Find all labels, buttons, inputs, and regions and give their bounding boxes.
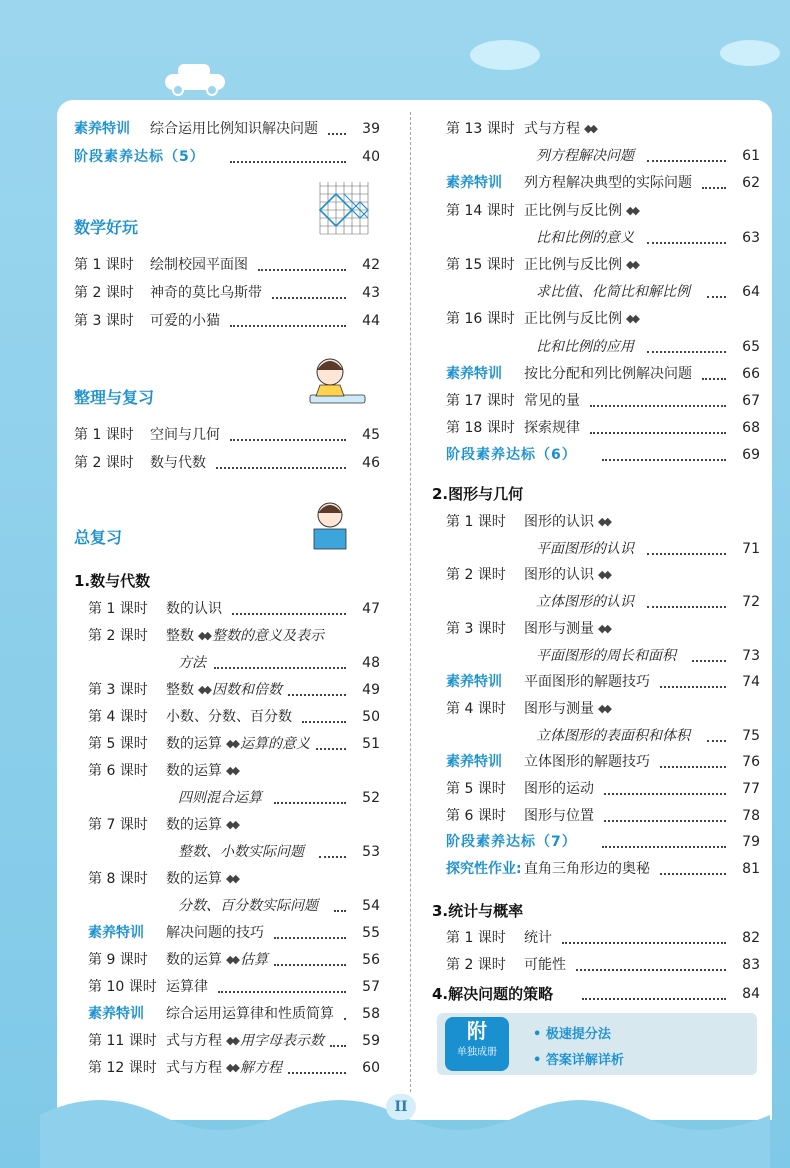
toc-row [88,867,380,891]
dot-leader [562,942,726,944]
toc-row [88,1056,380,1080]
lesson-label: 第 18 课时 [446,420,515,437]
lesson-label: 第 4 课时 [88,709,148,725]
diamond-icon: ◆◆ [226,818,237,831]
toc-row [446,697,760,721]
lesson-label: 第 11 课时 [88,1033,157,1049]
toc-row [446,590,760,614]
lesson-label: 第 15 课时 [446,257,515,273]
dot-leader [590,432,726,434]
part-title: 3.统计与概率 [432,902,524,920]
topic-title: 数的运算 [166,817,222,833]
toc-row [88,894,380,918]
lesson-label: 第 8 课时 [88,871,148,887]
toc-row [74,281,380,305]
dot-leader [660,686,726,688]
dot-leader [274,937,346,939]
dot-leader [214,667,346,669]
topic-title: 图形的运动 [524,781,594,797]
dot-leader [707,296,726,298]
page-ref: 49 [362,682,380,698]
topic-continued: 整数、小数实际问题 [178,844,304,860]
dot-leader [230,439,346,441]
topic-continued: 立体图形的认识 [536,594,634,611]
topic-continued: 四则混合运算 [178,790,262,806]
toc-row [88,759,380,783]
toc-row [446,253,760,277]
diamond-icon: ◆◆ [598,621,609,635]
toc-row [446,804,760,828]
dot-leader [702,187,726,189]
diamond-icon: ◆◆ [198,683,209,696]
lesson-label: 第 12 课时 [88,1060,157,1076]
page-ref: 57 [362,979,380,995]
toc-row [446,226,760,250]
page-ref: 53 [362,844,380,860]
dot-leader [660,766,726,768]
coordinate-grid-figure [310,180,380,242]
topic-title: 立体图形的解题技巧 [524,754,650,771]
dot-leader [230,161,346,163]
lesson-label: 第 2 课时 [88,628,148,644]
dot-leader [288,694,346,696]
page-ref: 45 [362,427,380,443]
lesson-label: 第 2 课时 [446,567,506,584]
girl-illustration [300,350,370,415]
toc-row [74,423,380,447]
dot-leader [288,1072,346,1074]
toc-row [446,830,760,854]
section-title: 整理与复习 [74,388,155,407]
topic-title: 探索规律 [524,420,580,437]
toc-row [446,537,760,561]
car-icon [160,62,230,96]
page-ref: 43 [362,285,380,301]
toc-row [446,510,760,534]
page-ref: 66 [742,365,760,382]
page-ref: 82 [742,930,760,946]
dot-leader [590,405,726,407]
topic-title: 综合运用运算律和性质简算 [166,1006,334,1022]
toc-row [446,563,760,587]
page-ref: 69 [742,447,760,464]
dot-leader [647,351,726,353]
page-ref: 42 [362,257,380,273]
toc-row [446,857,760,881]
dot-leader [232,613,346,615]
page-ref: 50 [362,709,380,725]
topic-title: 数的运算 [166,952,222,968]
topic-continued: 求比值、化简比和解比例 [536,284,690,301]
lesson-label: 第 1 课时 [88,601,148,617]
topic-title: 图形的认识 [524,514,594,530]
cloud-decoration [720,40,780,66]
topic-title: 常见的量 [524,393,580,409]
page-ref: 61 [742,148,760,165]
stage-label: 阶段素养达标（7） [446,834,577,851]
diamond-icon: ◆◆ [226,872,237,885]
tag-label: 素养特训 [88,925,144,941]
dot-leader [602,459,726,461]
appendix-badge-title: 附 [467,1019,487,1043]
topic-title: 图形与测量 [524,700,594,717]
tag-label: 探究性作业: [446,861,522,878]
subtopic-title: 整数的意义及表示 [212,628,324,644]
appendix-badge [445,1017,509,1071]
diamond-icon: ◆◆ [226,1034,237,1047]
page-ref: 77 [742,781,760,797]
page-ref: 60 [362,1060,380,1076]
toc-row [88,921,380,945]
dot-leader [274,802,346,804]
toc-row [74,117,380,141]
tag-label: 素养特训 [446,674,502,691]
toc-row [432,982,760,1006]
lesson-label: 第 6 课时 [446,807,506,824]
topic-title: 整数 [166,682,194,698]
page-ref: 52 [362,790,380,806]
dot-leader [576,969,726,971]
lesson-label: 第 16 课时 [446,311,515,328]
appendix-item-label: 极速提分法 [545,1027,611,1042]
topic-title: 列方程解决典型的实际问题 [524,175,692,192]
appendix-box [437,1013,757,1075]
toc-row [88,624,380,648]
toc-row [446,171,760,195]
toc-row [446,443,760,467]
page-ref: 40 [362,149,380,165]
toc-row [74,145,380,169]
lesson-label: 第 1 课时 [74,257,134,273]
lesson-label: 第 4 课时 [446,700,506,717]
toc-row [88,597,380,621]
topic-title: 直角三角形边的奥秘 [524,861,650,878]
toc-row [446,777,760,801]
topic-title: 可能性 [524,957,566,973]
toc-row [88,651,380,675]
lesson-label: 第 5 课时 [446,781,506,797]
toc-row [88,840,380,864]
diamond-icon: ◆◆ [598,701,609,715]
dot-leader [660,873,726,875]
page-ref: 54 [362,898,380,914]
page-ref: 81 [742,861,760,878]
column-divider [410,112,411,1092]
dot-leader [647,242,726,244]
lesson-label: 第 2 课时 [74,455,134,471]
page-ref: 56 [362,952,380,968]
diamond-icon: ◆◆ [226,1061,237,1074]
dot-leader [604,793,726,795]
diamond-icon: ◆◆ [598,568,609,582]
dot-leader [230,325,346,327]
toc-row [446,362,760,386]
topic-title: 数的运算 [166,736,222,752]
lesson-label: 第 7 课时 [88,817,148,833]
page-ref: 79 [742,834,760,851]
page-ref: 83 [742,957,760,973]
part-title: 1.数与代数 [74,572,151,590]
subtopic-title: 解方程 [240,1060,282,1076]
toc-row [446,199,760,223]
dot-leader [258,269,346,271]
dot-leader [328,133,346,135]
dot-leader [330,1045,346,1047]
lesson-label: 第 1 课时 [446,514,506,530]
page-ref: 76 [742,754,760,771]
toc-row [74,253,380,277]
toc-row [74,309,380,333]
topic-title: 图形的认识 [524,567,594,584]
toc-row [88,813,380,837]
page-number: II [386,1094,416,1120]
diamond-icon: ◆◆ [226,764,237,777]
page-ref: 68 [742,420,760,437]
page-ref: 59 [362,1033,380,1049]
dot-leader [216,467,346,469]
page-ref: 74 [742,674,760,691]
dot-leader [218,991,346,993]
diamond-icon: ◆◆ [584,122,595,135]
subtopic-title: 估算 [240,952,268,968]
lesson-label: 第 1 课时 [74,427,134,443]
appendix-badge-subtitle: 单独成册 [457,1047,497,1058]
dot-leader [604,820,726,822]
lesson-label: 第 3 课时 [88,682,148,698]
toc-row [446,144,760,168]
dot-leader [302,721,346,723]
dot-leader [707,740,726,742]
appendix-item: • 答案详解详析 [533,1053,624,1068]
topic-continued: 比和比例的应用 [536,338,634,355]
part-title: 2.图形与几何 [432,485,524,503]
topic-continued: 平面图形的周长和面积 [536,647,676,664]
toc-row [446,117,760,141]
topic-title: 图形与测量 [524,620,594,637]
topic-title: 整数 [166,628,194,644]
tag-label: 素养特训 [446,175,502,192]
page-ref: 51 [362,736,380,752]
diamond-icon: ◆◆ [226,737,237,750]
part-title: 4.解决问题的策略 [432,985,554,1003]
topic-title: 运算律 [166,979,208,995]
topic-title: 数与代数 [150,455,206,471]
topic-continued: 方法 [178,655,206,671]
dot-leader [274,964,346,966]
toc-row [74,451,380,475]
topic-continued: 平面图形的认识 [536,540,634,557]
lesson-label: 第 10 课时 [88,979,157,995]
topic-title: 正比例与反比例 [524,311,622,328]
dot-leader [647,606,726,608]
topic-title: 式与方程 [166,1060,222,1076]
topic-title: 绘制校园平面图 [150,257,248,273]
lesson-label: 第 14 课时 [446,202,515,219]
toc-row [446,750,760,774]
topic-title: 数的认识 [166,601,222,617]
dot-leader [344,1018,346,1020]
page-ref: 73 [742,647,760,664]
toc-row [88,786,380,810]
lesson-label: 第 2 课时 [74,285,134,301]
stage-label: 阶段素养达标（6） [446,447,577,464]
topic-continued: 分数、百分数实际问题 [178,898,318,914]
toc-row [446,670,760,694]
stage-label: 阶段素养达标（5） [74,149,205,165]
toc-row [88,975,380,999]
page-ref: 47 [362,601,380,617]
lesson-label: 第 6 课时 [88,763,148,779]
page-ref: 75 [742,727,760,744]
lesson-label: 第 1 课时 [446,930,506,946]
page-ref: 58 [362,1006,380,1022]
page-ref: 62 [742,175,760,192]
page-ref: 78 [742,807,760,824]
toc-row [88,732,380,756]
toc-row [446,953,760,977]
toc-row [446,280,760,304]
dot-leader [334,910,346,912]
topic-title: 小数、分数、百分数 [166,709,292,725]
toc-row [446,724,760,748]
toc-row [88,1002,380,1026]
page-ref: 71 [742,540,760,557]
lesson-label: 第 3 课时 [446,620,506,637]
dot-leader [316,748,346,750]
toc-row [446,307,760,331]
diamond-icon: ◆◆ [626,312,637,326]
diamond-icon: ◆◆ [598,515,609,528]
lesson-label: 第 3 课时 [74,313,134,329]
topic-title: 空间与几何 [150,427,220,443]
diamond-icon: ◆◆ [626,258,637,271]
lesson-label: 第 5 课时 [88,736,148,752]
page-ref: 64 [742,284,760,301]
dot-leader [272,297,346,299]
section-title: 数学好玩 [74,218,139,237]
toc-row [446,644,760,668]
topic-title: 可爱的小猫 [150,313,220,329]
diamond-icon: ◆◆ [626,203,637,217]
tag-label: 素养特训 [446,365,502,382]
tag-label: 素养特训 [88,1006,144,1022]
toc-row [88,678,380,702]
toc-row [88,948,380,972]
appendix-item: • 极速提分法 [533,1027,611,1042]
topic-title: 正比例与反比例 [524,257,622,273]
topic-title: 神奇的莫比乌斯带 [150,285,262,301]
subtopic-title: 运算的意义 [240,736,310,752]
lesson-label: 第 17 课时 [446,393,515,409]
page-ref: 67 [742,393,760,409]
tag-label: 素养特训 [446,754,502,771]
topic-continued: 列方程解决问题 [536,148,634,165]
topic-title: 数的运算 [166,871,222,887]
toc-row [446,416,760,440]
topic-title: 统计 [524,930,552,946]
topic-title: 图形与位置 [524,807,594,824]
topic-title: 按比分配和列比例解决问题 [524,365,692,382]
page-ref: 65 [742,338,760,355]
page-ref: 55 [362,925,380,941]
toc-row [88,705,380,729]
girl-reading-illustration [300,495,360,555]
lesson-label: 第 2 课时 [446,957,506,973]
lesson-label: 第 13 课时 [446,121,515,137]
page-ref: 39 [362,121,380,137]
section-title: 总复习 [74,528,123,547]
topic-title: 正比例与反比例 [524,202,622,219]
subtopic-title: 用字母表示数 [240,1033,324,1049]
page-ref: 72 [742,594,760,611]
tag-label: 素养特训 [74,121,130,137]
dot-leader [702,378,726,380]
page-ref: 44 [362,313,380,329]
topic-title: 数的运算 [166,763,222,779]
appendix-item-label: 答案详解详析 [545,1053,624,1068]
topic-continued: 比和比例的意义 [536,229,634,246]
dot-leader [582,998,726,1000]
topic-title: 综合运用比例知识解决问题 [150,121,318,137]
topic-title: 解决问题的技巧 [166,925,264,941]
topic-continued: 立体图形的表面积和体积 [536,727,690,744]
cloud-decoration [470,40,540,70]
dot-leader [692,660,726,662]
toc-row [446,335,760,359]
diamond-icon: ◆◆ [226,953,237,966]
toc-row [446,926,760,950]
page-ref: 48 [362,655,380,671]
toc-row [88,1029,380,1053]
page-ref: 84 [742,986,760,1002]
dot-leader [647,160,726,162]
dot-leader [602,846,726,848]
page-ref: 46 [362,455,380,471]
subtopic-title: 因数和倍数 [212,682,282,698]
page-ref: 63 [742,229,760,246]
topic-title: 平面图形的解题技巧 [524,674,650,691]
toc-row [446,389,760,413]
topic-title: 式与方程 [166,1033,222,1049]
toc-row [446,617,760,641]
diamond-icon: ◆◆ [198,629,209,642]
lesson-label: 第 9 课时 [88,952,148,968]
dot-leader [319,856,346,858]
topic-title: 式与方程 [524,121,580,137]
dot-leader [647,553,726,555]
